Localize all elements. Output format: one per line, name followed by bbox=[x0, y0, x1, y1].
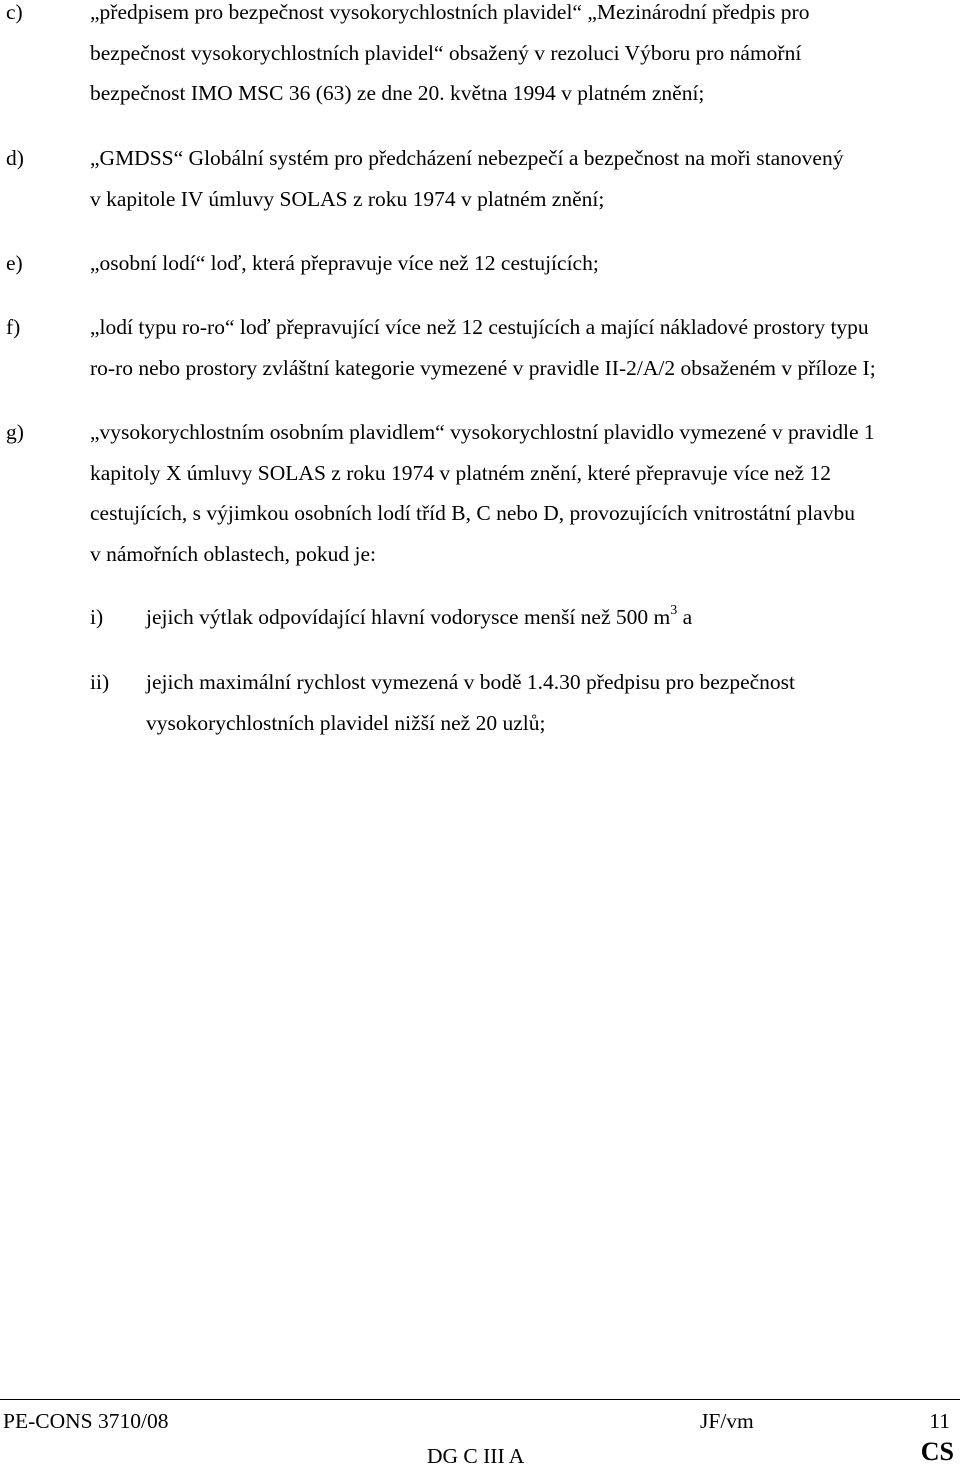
list-item-letter: f) bbox=[6, 315, 21, 339]
text-line: „GMDSS“ Globální systém pro předcházení nebezpečí a bezpečnost na moři stanovený bbox=[90, 146, 844, 170]
text-segment: a bbox=[677, 605, 693, 629]
list-item-text bbox=[90, 138, 954, 219]
list-item-letter: d) bbox=[6, 146, 24, 170]
text-line: bezpečnost IMO MSC 36 (63) ze dne 20. května 1994 v platném znění; bbox=[90, 81, 705, 105]
footer-doc-ref: PE-CONS 3710/08 bbox=[3, 1409, 169, 1433]
text-line: jejich maximální rychlost vymezená v bodě 1.4.30 předpisu pro bezpečnost bbox=[146, 670, 795, 694]
sub-item-text bbox=[146, 597, 954, 638]
text-line: „osobní lodí“ loď, která přepravuje více než 12 cestujících; bbox=[90, 251, 599, 275]
sub-item-text bbox=[146, 662, 954, 743]
text-line: „vysokorychlostním osobním plavidlem“ vysokorychlostní plavidlo vymezené v pravidle 1 bbox=[90, 420, 875, 444]
footer-initials: JF/vm bbox=[700, 1409, 754, 1433]
text-line bbox=[146, 597, 954, 638]
footer-divider bbox=[0, 1399, 960, 1400]
text-line: vysokorychlostních plavidel nižší než 20 uzlů; bbox=[146, 710, 546, 735]
text-line: „předpisem pro bezpečnost vysokorychlostních plavidel“ „Mezinárodní předpis pro bbox=[90, 0, 810, 24]
sub-item-letter: i) bbox=[90, 605, 104, 629]
text-line: v námořních oblastech, pokud je: bbox=[90, 541, 376, 566]
list-item-letter: g) bbox=[6, 420, 24, 444]
text-line: „lodí typu ro-ro“ loď přepravující více než 12 cestujících a mající nákladové prostory typu bbox=[90, 315, 869, 339]
list-item-letter: c) bbox=[6, 0, 23, 24]
text-line: ro-ro nebo prostory zvláštní kategorie vymezené v pravidle II-2/A/2 obsaženém v příloze I; bbox=[90, 355, 876, 380]
list-item-text bbox=[90, 243, 954, 284]
text-line: cestujících, s výjimkou osobních lodí tříd B, C nebo D, provozujících vnitrostátní plavbu bbox=[90, 501, 855, 525]
list-item-letter: e) bbox=[6, 251, 23, 275]
text-line: kapitoly X úmluvy SOLAS z roku 1974 v platném znění, které přepravuje více než 12 bbox=[90, 460, 831, 485]
list-item-text bbox=[90, 412, 954, 574]
list-item-text bbox=[90, 0, 954, 114]
text-line: bezpečnost vysokorychlostních plavidel“ obsažený v rezoluci Výboru pro námořní bbox=[90, 40, 802, 65]
footer-directorate: DG C III A bbox=[427, 1444, 525, 1468]
footer-language: CS bbox=[920, 1437, 954, 1466]
sub-item-letter: ii) bbox=[90, 670, 110, 694]
superscript: 3 bbox=[670, 602, 678, 618]
list-item-text bbox=[90, 307, 954, 388]
footer-page-number: 11 bbox=[929, 1409, 950, 1433]
text-segment: jejich výtlak odpovídající hlavní vodorysce menší než 500 m bbox=[146, 605, 671, 629]
text-line: v kapitole IV úmluvy SOLAS z roku 1974 v platném znění; bbox=[90, 186, 605, 211]
